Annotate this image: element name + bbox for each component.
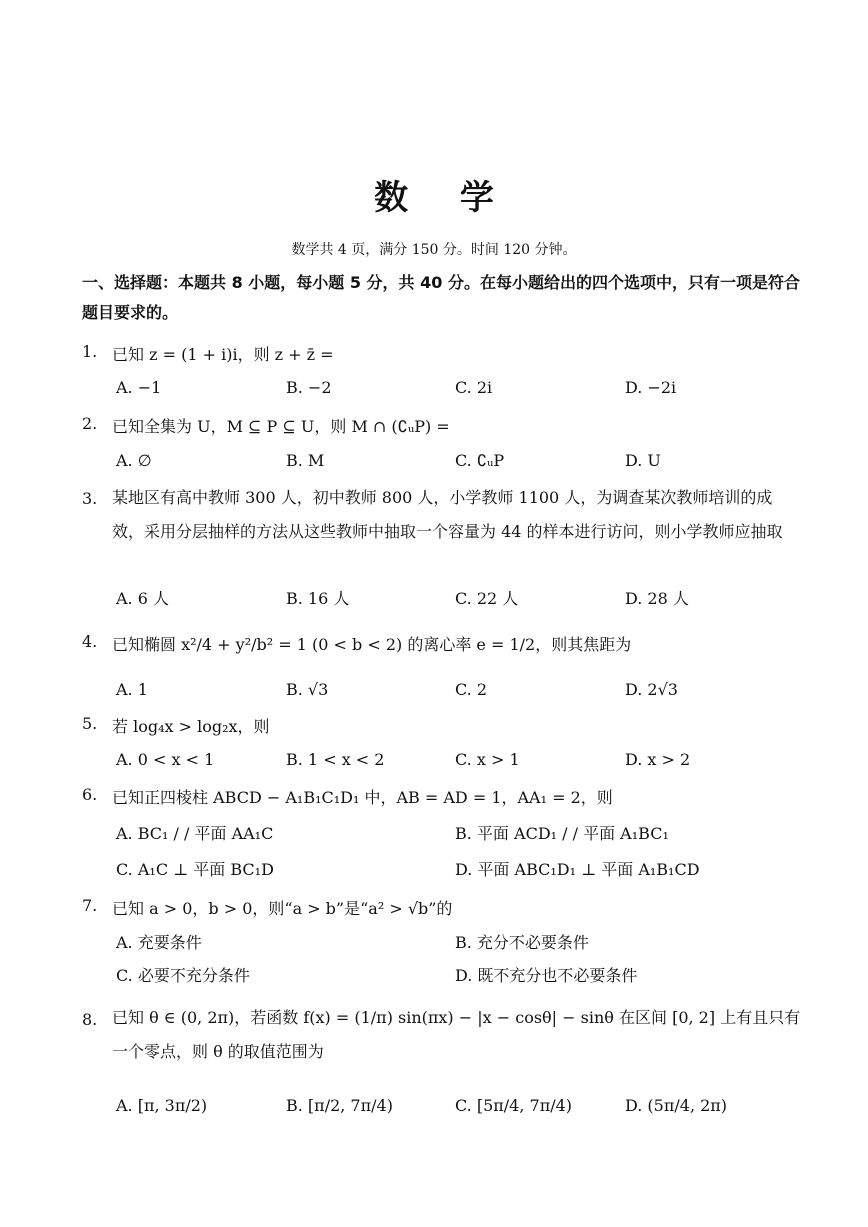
option-a: A. 0 < x < 1 (116, 750, 215, 769)
question-stem: 已知 z = (1 + i)i，则 z + z̄ = (112, 345, 334, 364)
option-d: D. x > 2 (625, 750, 691, 769)
question-number: 7. (82, 896, 98, 915)
option-c: C. [5π/4, 7π/4) (455, 1096, 573, 1115)
option-b: B. √3 (286, 680, 329, 699)
option-c: C. 必要不充分条件 (116, 966, 250, 985)
option-c: C. ∁ᵤP (455, 451, 505, 470)
option-d: D. 28 人 (625, 589, 689, 608)
section-heading: 一、选择题：本题共 8 小题，每小题 5 分，共 40 分。在每小题给出的四个选项中，只有一项是符合题目要求的。 (82, 273, 800, 322)
question-number: 5. (82, 714, 98, 733)
option-a: A. [π, 3π/2) (116, 1096, 208, 1115)
question-number: 1. (82, 342, 98, 361)
option-b: B. −2 (286, 378, 332, 397)
option-b: B. 1 < x < 2 (286, 750, 385, 769)
question-stem: 已知正四棱柱 ABCD − A₁B₁C₁D₁ 中，AB = AD = 1，AA₁ = 2，则 (112, 788, 613, 807)
option-a: A. BC₁ / / 平面 AA₁C (116, 824, 274, 843)
option-a: A. 充要条件 (116, 933, 202, 952)
option-d: D. 平面 ABC₁D₁ ⊥ 平面 A₁B₁CD (455, 860, 700, 879)
option-a: A. ∅ (116, 451, 152, 470)
option-d: D. 2√3 (625, 680, 678, 699)
option-b: B. 16 人 (286, 589, 350, 608)
question-stem: 已知 a > 0，b > 0，则“a > b”是“a² > √b”的 (112, 899, 453, 918)
option-c: C. 2i (455, 378, 493, 397)
question-number: 6. (82, 785, 98, 804)
option-d: D. 既不充分也不必要条件 (455, 966, 638, 985)
option-b: B. [π/2, 7π/4) (286, 1096, 393, 1115)
exam-info: 数学共 4 页，满分 150 分。时间 120 分钟。 (291, 242, 577, 258)
option-d: D. U (625, 451, 661, 470)
question-stem: 已知 θ ∈ (0, 2π)，若函数 f(x) = (1/π) sin(πx) − |x − cosθ| − sinθ 在区间 [0, 2] 上有且只有一个零点，则 θ 的取值范围为 (112, 1008, 801, 1061)
question-number: 2. (82, 414, 98, 433)
question-stem: 已知椭圆 x²/4 + y²/b² = 1 (0 < b < 2) 的离心率 e = 1/2，则其焦距为 (112, 635, 632, 654)
option-a: A. −1 (116, 378, 162, 397)
page-title: 数 学 (374, 178, 514, 218)
option-c: C. 22 人 (455, 589, 519, 608)
option-b: B. 充分不必要条件 (455, 933, 589, 952)
option-b: B. M (286, 451, 325, 470)
question-number: 3. (82, 489, 98, 508)
question-number: 8. (82, 1010, 98, 1029)
option-c: C. x > 1 (455, 750, 520, 769)
option-c: C. A₁C ⊥ 平面 BC₁D (116, 860, 274, 879)
option-d: D. (5π/4, 2π) (625, 1096, 728, 1115)
option-a: A. 1 (116, 680, 148, 699)
question-stem: 已知全集为 U，M ⊆ P ⊆ U，则 M ∩ (∁ᵤP) = (112, 417, 450, 436)
option-c: C. 2 (455, 680, 488, 699)
option-d: D. −2i (625, 378, 677, 397)
question-stem: 某地区有高中教师 300 人，初中教师 800 人，小学教师 1100 人，为调查某次教师培训的成效，采用分层抽样的方法从这些教师中抽取一个容量为 44 的样本进行访问，则小学教师应抽取 (112, 488, 783, 541)
question-number: 4. (82, 632, 98, 651)
option-b: B. 平面 ACD₁ / / 平面 A₁BC₁ (455, 824, 669, 843)
question-stem: 若 log₄x > log₂x，则 (112, 717, 270, 736)
option-a: A. 6 人 (116, 589, 169, 608)
